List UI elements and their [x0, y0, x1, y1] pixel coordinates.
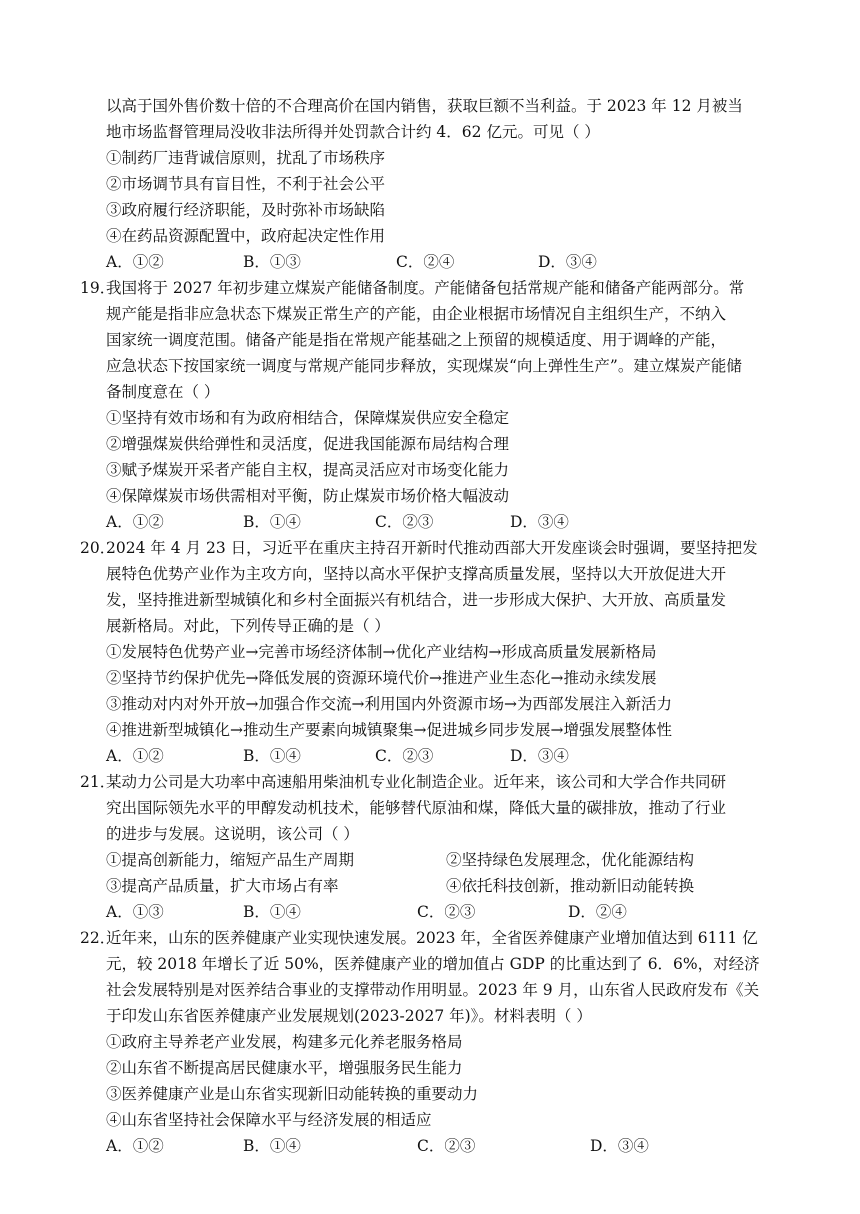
question-number: 20． [80, 539, 116, 557]
question-stem-line: 应急状态下按国家统一调度与常规产能同步释放，实现煤炭“向上弹性生产”。建立煤炭产能储 [106, 357, 742, 375]
answer-choice-c[interactable]: C．②④ [396, 253, 455, 271]
option-statement: ④山东省坚持社会保障水平与经济发展的相适应 [106, 1111, 432, 1129]
question-stem-line: 某动力公司是大功率中高速船用柴油机专业化制造企业。近年来，该公司和大学合作共同研 [106, 773, 727, 791]
question-stem-line: 近年来，山东的医养健康产业实现快速发展。2023 年，全省医养健康产业增加值达到 6111 亿 [106, 929, 758, 947]
option-statement: ①提高创新能力，缩短产品生产周期 [106, 851, 355, 869]
question-stem-line: 以高于国外售价数十倍的不合理高价在国内销售，获取巨额不当利益。于 2023 年 12 月被当 [106, 97, 743, 115]
answer-choice-c[interactable]: C．②③ [417, 903, 476, 921]
option-statement: ②坚持节约保护优先→降低发展的资源环境代价→推进产业生态化→推动永续发展 [106, 669, 657, 687]
option-statement: ③推动对内对外开放→加强合作交流→利用国内外资源市场→为西部发展注入新活力 [106, 695, 672, 713]
option-statement: ①制药厂违背诚信原则，扰乱了市场秩序 [106, 149, 386, 167]
question-stem-line: 展特色优势产业作为主攻方向，坚持以高水平保护支撑高质量发展，坚持以大开放促进大开 [106, 565, 727, 583]
question-number: 19． [80, 279, 116, 297]
option-statement: ①坚持有效市场和有为政府相结合，保障煤炭供应安全稳定 [106, 409, 510, 427]
question-stem-line: 2024 年 4 月 23 日，习近平在重庆主持召开新时代推动西部大开发座谈会时强调，要坚持把发 [106, 539, 758, 557]
question-stem-line: 地市场监督管理局没收非法所得并处罚款合计约 4．62 亿元。可见（ ） [106, 123, 600, 141]
answer-choice-b[interactable]: B．①④ [243, 903, 301, 921]
option-statement: ③医养健康产业是山东省实现新旧动能转换的重要动力 [106, 1085, 479, 1103]
question-stem-line: 于印发山东省医养健康产业发展规划(2023-2027 年)》。材料表明（ ） [106, 1007, 592, 1025]
option-statement: ②市场调节具有盲目性，不利于社会公平 [106, 175, 386, 193]
answer-choice-d[interactable]: D．③④ [510, 747, 569, 765]
answer-choice-b[interactable]: B．①④ [243, 513, 301, 531]
option-statement: ③提高产品质量，扩大市场占有率 [106, 877, 339, 895]
question-number: 22． [80, 929, 116, 947]
option-statement: ③赋予煤炭开采者产能自主权，提高灵活应对市场变化能力 [106, 461, 510, 479]
option-statement: ④推进新型城镇化→推动生产要素向城镇聚集→促进城乡同步发展→增强发展整体性 [106, 721, 672, 739]
option-statement: ④依托科技创新，推动新旧动能转换 [446, 877, 695, 895]
answer-choice-a[interactable]: A．①③ [106, 903, 164, 921]
answer-choice-b[interactable]: B．①③ [243, 253, 301, 271]
answer-choice-d[interactable]: D．③④ [538, 253, 597, 271]
option-statement: ②山东省不断提高居民健康水平，增强服务民生能力 [106, 1059, 463, 1077]
answer-choice-d[interactable]: D．②④ [568, 903, 627, 921]
answer-choice-c[interactable]: C．②③ [417, 1137, 476, 1155]
option-statement: ①政府主导养老产业发展，构建多元化养老服务格局 [106, 1033, 463, 1051]
question-stem-line: 备制度意在（ ） [106, 383, 220, 401]
answer-choice-b[interactable]: B．①④ [243, 747, 301, 765]
answer-choice-b[interactable]: B．①④ [243, 1137, 301, 1155]
question-stem-line: 的进步与发展。这说明，该公司（ ） [106, 825, 359, 843]
question-stem-line: 元，较 2018 年增长了近 50%，医养健康产业的增加值占 GDP 的比重达到了 6．6%，对经济 [106, 955, 760, 973]
answer-choice-a[interactable]: A．①② [106, 1137, 164, 1155]
option-statement: ④保障煤炭市场供需相对平衡，防止煤炭市场价格大幅波动 [106, 487, 510, 505]
question-stem-line: 究出国际领先水平的甲醇发动机技术，能够替代原油和煤，降低大量的碳排放，推动了行业 [106, 799, 727, 817]
option-statement: ③政府履行经济职能，及时弥补市场缺陷 [106, 201, 386, 219]
answer-choice-d[interactable]: D．③④ [510, 513, 569, 531]
option-statement: ②增强煤炭供给弹性和灵活度，促进我国能源布局结构合理 [106, 435, 510, 453]
answer-choice-d[interactable]: D．③④ [590, 1137, 649, 1155]
question-stem-line: 展新格局。对此，下列传导正确的是（ ） [106, 617, 390, 635]
question-stem-line: 发，坚持推进新型城镇化和乡村全面振兴有机结合，进一步形成大保护、大开放、高质量发 [106, 591, 727, 609]
answer-choice-a[interactable]: A．①② [106, 513, 164, 531]
question-stem-line: 国家统一调度范围。储备产能是指在常规产能基础之上预留的规模适度、用于调峰的产能， [106, 331, 727, 349]
option-statement: ④在药品资源配置中，政府起决定性作用 [106, 227, 386, 245]
answer-choice-a[interactable]: A．①② [106, 253, 164, 271]
question-stem-line: 规产能是指非应急状态下煤炭正常生产的产能，由企业根据市场情况自主组织生产，不纳入 [106, 305, 727, 323]
option-statement: ①发展特色优势产业→完善市场经济体制→优化产业结构→形成高质量发展新格局 [106, 643, 657, 661]
answer-choice-c[interactable]: C．②③ [375, 747, 434, 765]
question-stem-line: 社会发展特别是对医养结合事业的支撑带动作用明显。2023 年 9 月，山东省人民政府发布《关 [106, 981, 760, 999]
answer-choice-a[interactable]: A．①② [106, 747, 164, 765]
answer-choice-c[interactable]: C．②③ [375, 513, 434, 531]
option-statement: ②坚持绿色发展理念，优化能源结构 [446, 851, 695, 869]
question-number: 21． [80, 773, 116, 791]
question-stem-line: 我国将于 2027 年初步建立煤炭产能储备制度。产能储备包括常规产能和储备产能两部分。常 [106, 279, 745, 297]
